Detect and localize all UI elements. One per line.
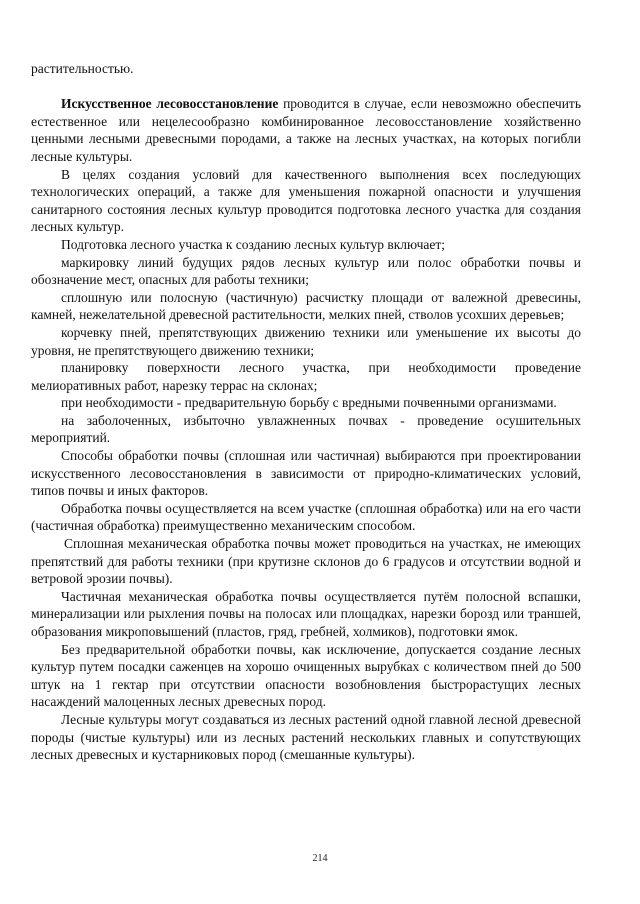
paragraph-culture-types: Лесные культуры могут создаваться из лесных растений одной главной лесной древесной породы (чистые культуры) или из лесных растений нескольких главных и сопутствующих лесных древесных и кустарниковых пород (смешанные культуры). xyxy=(31,711,581,763)
paragraph-full-treatment: Сплошная механическая обработка почвы может проводиться на участках, не имеющих препятствий для работы техники (при крутизне склонов до 6 градусов и отсутствии водной и ветровой эрозии почвы). xyxy=(31,536,581,587)
list-item-pest-control: при необходимости - предварительную борьбу с вредными почвенными организмами. xyxy=(61,395,557,411)
list-item-drainage: на заболоченных, избыточно увлажненных почвах - проведение осушительных мероприятий. xyxy=(31,412,581,446)
paragraph-partial-treatment: Частичная механическая обработка почвы осуществляется путём полосной вспашки, минерализации или рыхления почвы на полосах или площадках, нарезки борозд или траншей, образования микроповышений (пластов, гряд, гребней, холмиков), подготовки ямок. xyxy=(31,588,581,639)
paragraph-artificial-reforestation xyxy=(31,95,581,165)
paragraph-soil-treatment-methods: Способы обработки почвы (сплошная или частичная) выбираются при проектировании искусственного лесовосстановления в зависимости от природно-климатических условий, типов почвы и иных факторов. xyxy=(31,448,581,499)
list-item-leveling: планировку поверхности лесного участка, при необходимости проведение мелиоративных работ, нарезку террас на склонах; xyxy=(31,360,581,393)
paragraph-soil-treatment-scope: Обработка почвы осуществляется на всем участке (сплошная обработка) или на его части (частичная обработка) преимущественно механическим способом. xyxy=(31,500,581,534)
paragraph-site-preparation-includes: Подготовка лесного участка к созданию лесных культур включает; xyxy=(61,236,445,252)
term-artificial-reforestation: Искусственное лесовосстановление xyxy=(61,96,279,112)
paragraph-continuation: растительностью. xyxy=(31,61,134,76)
list-item-clearing: сплошную или полосную (частичную) расчистку площади от валежной древесины, камней, нежелательной древесной растительности, мелких пней, стволов усохших деревьев; xyxy=(31,289,581,323)
paragraph-site-preparation-purpose: В целях создания условий для качественного выполнения всех последующих технологических операций, а также для уменьшения пожарной опасности и улучшения санитарного состояния лесных культур проводится подготовка лесного участка для создания лесных культур. xyxy=(31,166,581,235)
list-item-stump-removal: корчевку пней, препятствующих движению техники или уменьшение их высоты до уровня, не препятствующего движению техники; xyxy=(31,324,581,358)
paragraph-no-treatment: Без предварительной обработки почвы, как исключение, допускается создание лесных культур путем посадки саженцев на хорошо очищенных вырубках с количеством пней до 500 штук на 1 гектар при отсутствии опасности возобновления быстрорастущих лесных насаждений малоценных лесных древесных пород. xyxy=(31,641,581,710)
paragraph-text: проводится в случае, если невозможно обеспечить естественное или нецелесообразно комбинированное лесовосстановление хозяйственно ценными лесными древесными породами, а также на лесных участках, на которых погибли лесные культуры. xyxy=(31,96,581,164)
page-number: 214 xyxy=(312,853,328,864)
list-item-marking: маркировку линий будущих рядов лесных культур или полос обработки почвы и обозначение мест, опасных для работы техники; xyxy=(31,254,581,288)
body-text xyxy=(31,60,581,764)
